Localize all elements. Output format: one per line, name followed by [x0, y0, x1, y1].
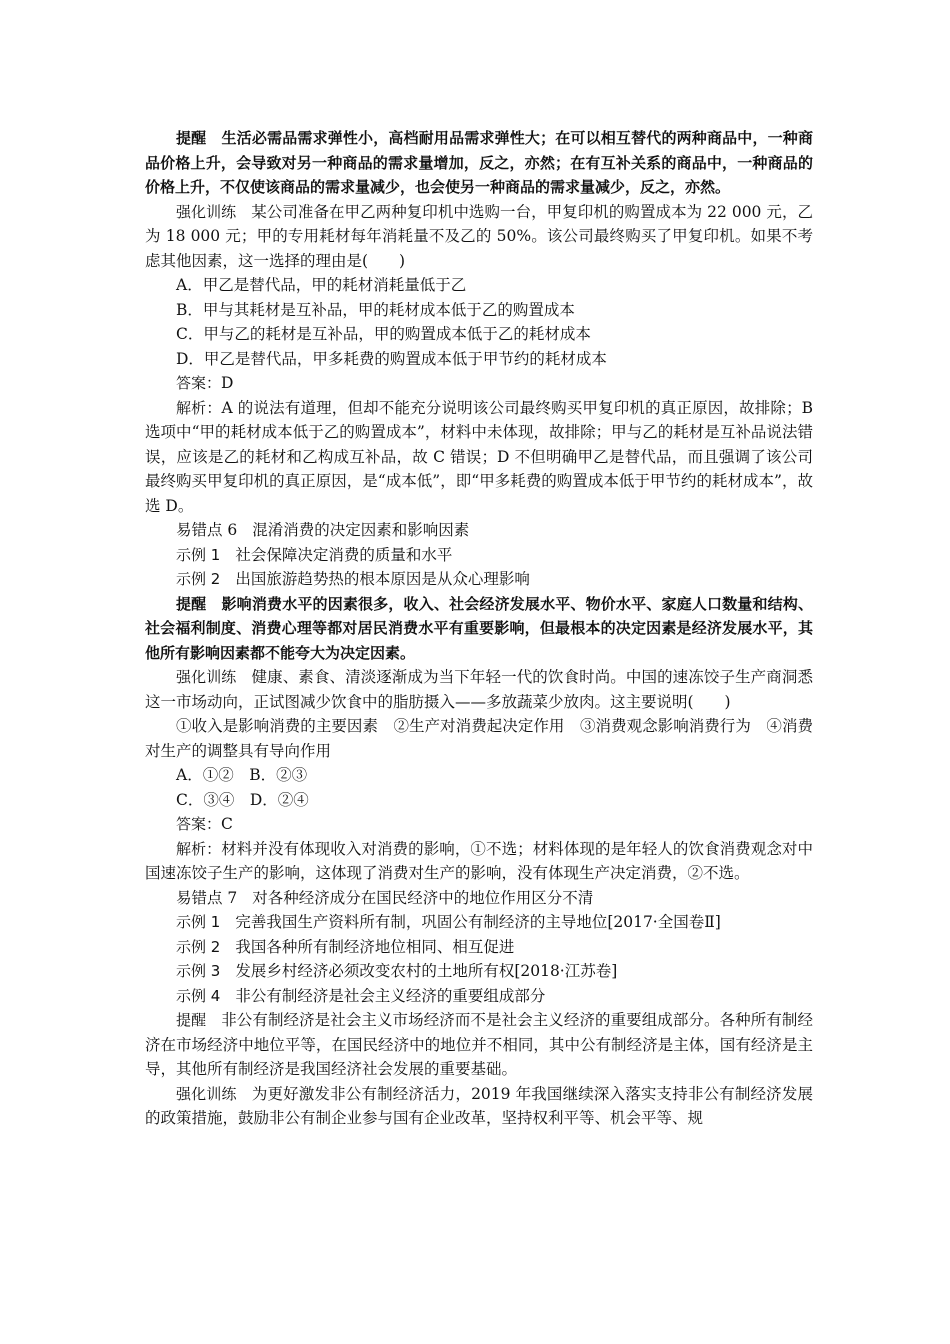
example-line: 示例 2 我国各种所有制经济地位相同、相互促进	[176, 937, 515, 956]
statements-line: ①收入是影响消费的主要因素 ②生产对消费起决定作用 ③消费观念影响消费行为 ④消费对生产的调整具有导向作用	[145, 717, 813, 760]
example-line: 示例 3 发展乡村经济必须改变农村的土地所有权[2018·江苏卷]	[176, 962, 618, 980]
option-row-1: A．①② B．②③	[176, 766, 308, 784]
option-row-2: C．③④ D．②④	[176, 790, 309, 809]
option-c: C．甲与乙的耗材是互补品，甲的购置成本低于乙的耗材成本	[176, 325, 591, 343]
analysis-paragraph: 解析：A 的说法有道理，但却不能充分说明该公司最终购买甲复印机的真正原因，故排除；B 选项中“甲的耗材成本低于乙的购置成本”，材料中未体现，故排除；甲与乙的耗材是互补品说法错误，应该是乙的耗材和乙构成互补品，故 C 错误；D 不但明确甲乙是替代品，而且强调了该公司最终购买甲复印机的真正原因，是“成本低”，即“甲多耗费的购置成本低于甲节约的耗材成本”，故选 D。	[145, 398, 813, 515]
option-a: A．甲乙是替代品，甲的耗材消耗量低于乙	[176, 276, 467, 294]
example-line: 示例 1 社会保障决定消费的质量和水平	[176, 545, 453, 564]
training-paragraph: 强化训练 健康、素食、清淡逐渐成为当下年轻一代的饮食时尚。中国的速冻饺子生产商洞悉这一市场动向，正试图减少饮食中的脂肪摄入——多放蔬菜少放肉。这主要说明( )	[145, 668, 813, 711]
section-heading-7: 易错点 7 对各种经济成分在国民经济中的地位作用区分不清	[176, 888, 594, 907]
answer-line: 答案：C	[176, 815, 233, 833]
document-body	[145, 126, 813, 1131]
training-paragraph: 强化训练 为更好激发非公有制经济活力，2019 年我国继续深入落实支持非公有制经济发展的政策措施，鼓励非公有制企业参与国有企业改革，坚持权利平等、机会平等、规	[145, 1084, 813, 1127]
tip-paragraph: 提醒 影响消费水平的因素很多，收入、社会经济发展水平、物价水平、家庭人口数量和结构、社会福利制度、消费心理等都对居民消费水平有重要影响，但最根本的决定因素是经济发展水平，其他所有影响因素都不能夸大为决定因素。	[145, 594, 813, 662]
training-paragraph: 强化训练 某公司准备在甲乙两种复印机中选购一台，甲复印机的购置成本为 22 000 元，乙为 18 000 元；甲的专用耗材每年消耗量不及乙的 50%。该公司最终购买了甲复印机。如果不考虑其他因素，这一选择的理由是( )	[145, 202, 813, 270]
tip-paragraph: 提醒 非公有制经济是社会主义市场经济而不是社会主义经济的重要组成部分。各种所有制经济在市场经济中地位平等，在国民经济中的地位并不相同，其中公有制经济是主体，国有经济是主导，其他所有制经济是我国经济社会发展的重要基础。	[145, 1011, 813, 1078]
example-line: 示例 1 完善我国生产资料所有制，巩固公有制经济的主导地位[2017·全国卷Ⅱ]	[176, 913, 721, 931]
answer-line: 答案：D	[176, 374, 234, 392]
section-heading-6: 易错点 6 混淆消费的决定因素和影响因素	[176, 521, 470, 539]
example-line: 示例 2 出国旅游趋势热的根本原因是从众心理影响	[176, 570, 530, 588]
analysis-paragraph: 解析：材料并没有体现收入对消费的影响，①不选；材料体现的是年轻人的饮食消费观念对中国速冻饺子生产的影响，这体现了消费对生产的影响，没有体现生产决定消费，②不选。	[145, 839, 813, 882]
example-line: 示例 4 非公有制经济是社会主义经济的重要组成部分	[176, 986, 546, 1005]
option-b: B．甲与其耗材是互补品，甲的耗材成本低于乙的购置成本	[176, 300, 575, 319]
tip-paragraph: 提醒 生活必需品需求弹性小，高档耐用品需求弹性大；在可以相互替代的两种商品中，一种商品价格上升，会导致对另一种商品的需求量增加，反之，亦然；在有互补关系的商品中，一种商品的价格上升，不仅使该商品的需求量减少，也会使另一种商品的需求量减少，反之，亦然。	[145, 129, 813, 196]
option-d: D．甲乙是替代品，甲多耗费的购置成本低于甲节约的耗材成本	[176, 349, 607, 368]
